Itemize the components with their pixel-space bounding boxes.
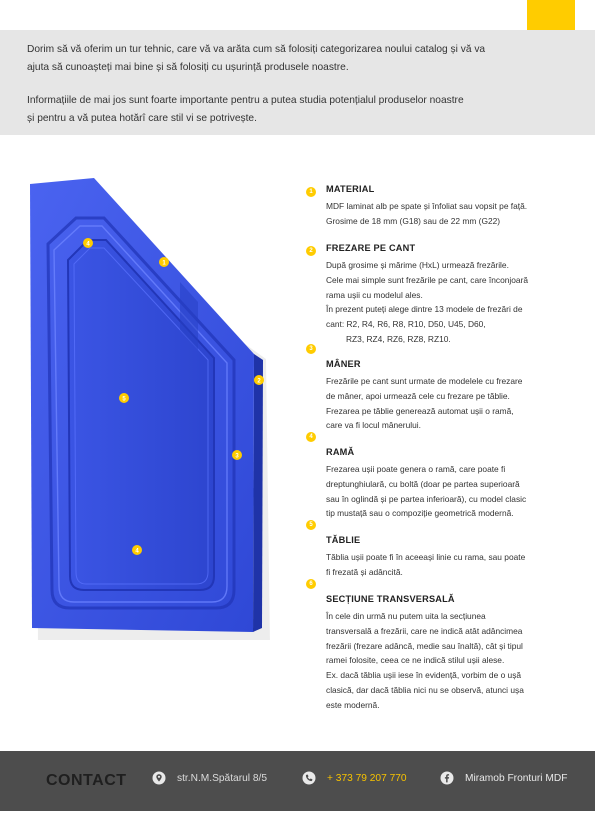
spec-line: RZ3, RZ4, RZ6, RZ8, RZ10. — [346, 333, 451, 344]
spec-line: Grosime de 18 mm (G18) sau de 22 mm (G22) — [326, 215, 501, 226]
contact-footer — [0, 751, 595, 811]
spec-line: MDF laminat alb pe spate și înfoliat sau vopsit pe față. — [326, 201, 528, 211]
spec-body — [326, 609, 566, 713]
marker-label: 5 — [122, 396, 126, 403]
spec-line: După grosime și mărime (HxL) urmează frezările. — [326, 260, 509, 270]
phone-icon — [302, 771, 316, 785]
intro-panel — [0, 30, 595, 135]
spec-number-badge: 2 — [306, 246, 316, 256]
spec-line: În cele din urmă nu putem uita la secțiunea — [326, 611, 486, 621]
spec-line: tip mustață sau o compoziție geometrică modernă. — [326, 508, 514, 519]
bottom-margin — [0, 811, 595, 839]
intro-line: Dorim să vă oferim un tur tehnic, care vă va arăta cum să folosiți categorizarea noului catalog și vă va — [27, 44, 486, 55]
spec-body — [326, 199, 566, 229]
spec-line: Tăblia ușii poate fi în aceeași linie cu rama, sau poate — [326, 552, 526, 562]
spec-number-badge: 4 — [306, 432, 316, 442]
spec-line: frezării (frezare adâncă, medie sau înaltă), cât și tipul — [326, 640, 523, 651]
spec-line: transversală a frezării, care ne indică atât adâncimea — [326, 625, 523, 636]
marker-label: 4 — [86, 241, 90, 248]
spec-number-badge: 6 — [306, 579, 316, 589]
spec-line: Frezările pe cant sunt urmate de modelele cu frezare — [326, 376, 523, 386]
spec-title: SECȚIUNE TRANSVERSALĂ — [326, 594, 455, 604]
spec-line: În prezent puteți alege dintre 13 modele de frezări de — [326, 304, 523, 315]
spec-body — [326, 550, 566, 580]
marker-label: 3 — [235, 453, 239, 460]
intro-line: ajuta să cunoașteți mai bine și să folosiți cu ușurință produsele noastre. — [27, 61, 349, 73]
spec-line: cant: R2, R4, R6, R8, R10, D50, U45, D60, — [326, 319, 486, 330]
spec-line: clasică, dar dacă tăblia nici nu se observă, atunci ușa — [326, 684, 524, 695]
spec-line: Cele mai simple sunt frezările pe cant, care înconjoară — [326, 274, 529, 285]
facebook-icon — [440, 771, 454, 785]
footer-phone[interactable] — [302, 771, 407, 785]
spec-title: MATERIAL — [326, 184, 375, 194]
address-text: str.N.M.Spătarul 8/5 — [177, 772, 268, 784]
marker-label: 2 — [257, 378, 261, 385]
spec-body — [326, 462, 566, 521]
spec-line: ramei folosite, ceea ce ne indică stilul ușii alese. — [326, 655, 505, 666]
spec-title: FREZARE PE CANT — [326, 243, 416, 253]
spec-title: RAMĂ — [326, 447, 355, 457]
spec-body — [326, 374, 566, 433]
top-accent-block — [527, 0, 575, 30]
contact-label: CONTACT — [46, 772, 127, 789]
spec-title: MÂNER — [326, 359, 361, 369]
location-pin-icon — [152, 771, 166, 785]
intro-paragraph-1 — [27, 41, 568, 76]
spec-number-badge: 3 — [306, 344, 316, 354]
intro-line: Informațiile de mai jos sunt foarte importante pentru a putea studia potențialul produselor noastre — [27, 95, 464, 106]
spec-line: dreptunghiulară, cu boltă (doar pe partea superioară — [326, 478, 520, 489]
footer-address[interactable] — [152, 771, 267, 785]
door-edge — [253, 354, 263, 632]
marker-label: 4 — [135, 548, 139, 555]
spec-line: de mâner, apoi urmează cele cu frezare pe tăblie. — [326, 390, 510, 401]
spec-line: este modernă. — [326, 699, 380, 710]
footer-facebook[interactable] — [440, 771, 567, 785]
spec-line: Frezarea pe tăblie generează automat ușii o ramă, — [326, 405, 514, 416]
intro-paragraph-2 — [27, 92, 568, 127]
spec-title: TĂBLIE — [326, 535, 361, 545]
facebook-text: Miramob Fronturi MDF — [465, 772, 568, 784]
door-illustration — [22, 170, 272, 640]
spec-body — [326, 258, 566, 347]
spec-number-badge: 1 — [306, 187, 316, 197]
spec-line: care va fi locul mânerului. — [326, 420, 421, 431]
spec-line: Frezarea ușii poate genera o ramă, care poate fi — [326, 464, 506, 474]
door-svg — [22, 170, 272, 640]
marker-label: 1 — [162, 260, 166, 267]
spec-line: sau în oglindă și pe partea inferioară), cu model clasic — [326, 493, 527, 504]
phone-text: + 373 79 207 770 — [327, 772, 407, 784]
spec-line: Ex. dacă tăblia ușii iese în evidență, vorbim de o ușă — [326, 670, 522, 681]
spec-line: fi frezată și adâncită. — [326, 566, 403, 577]
spec-number-badge: 5 — [306, 520, 316, 530]
spec-line: rama ușii cu modelul ales. — [326, 289, 423, 300]
intro-line: și pentru a vă putea hotărî care stil vi se potrivește. — [27, 112, 257, 124]
